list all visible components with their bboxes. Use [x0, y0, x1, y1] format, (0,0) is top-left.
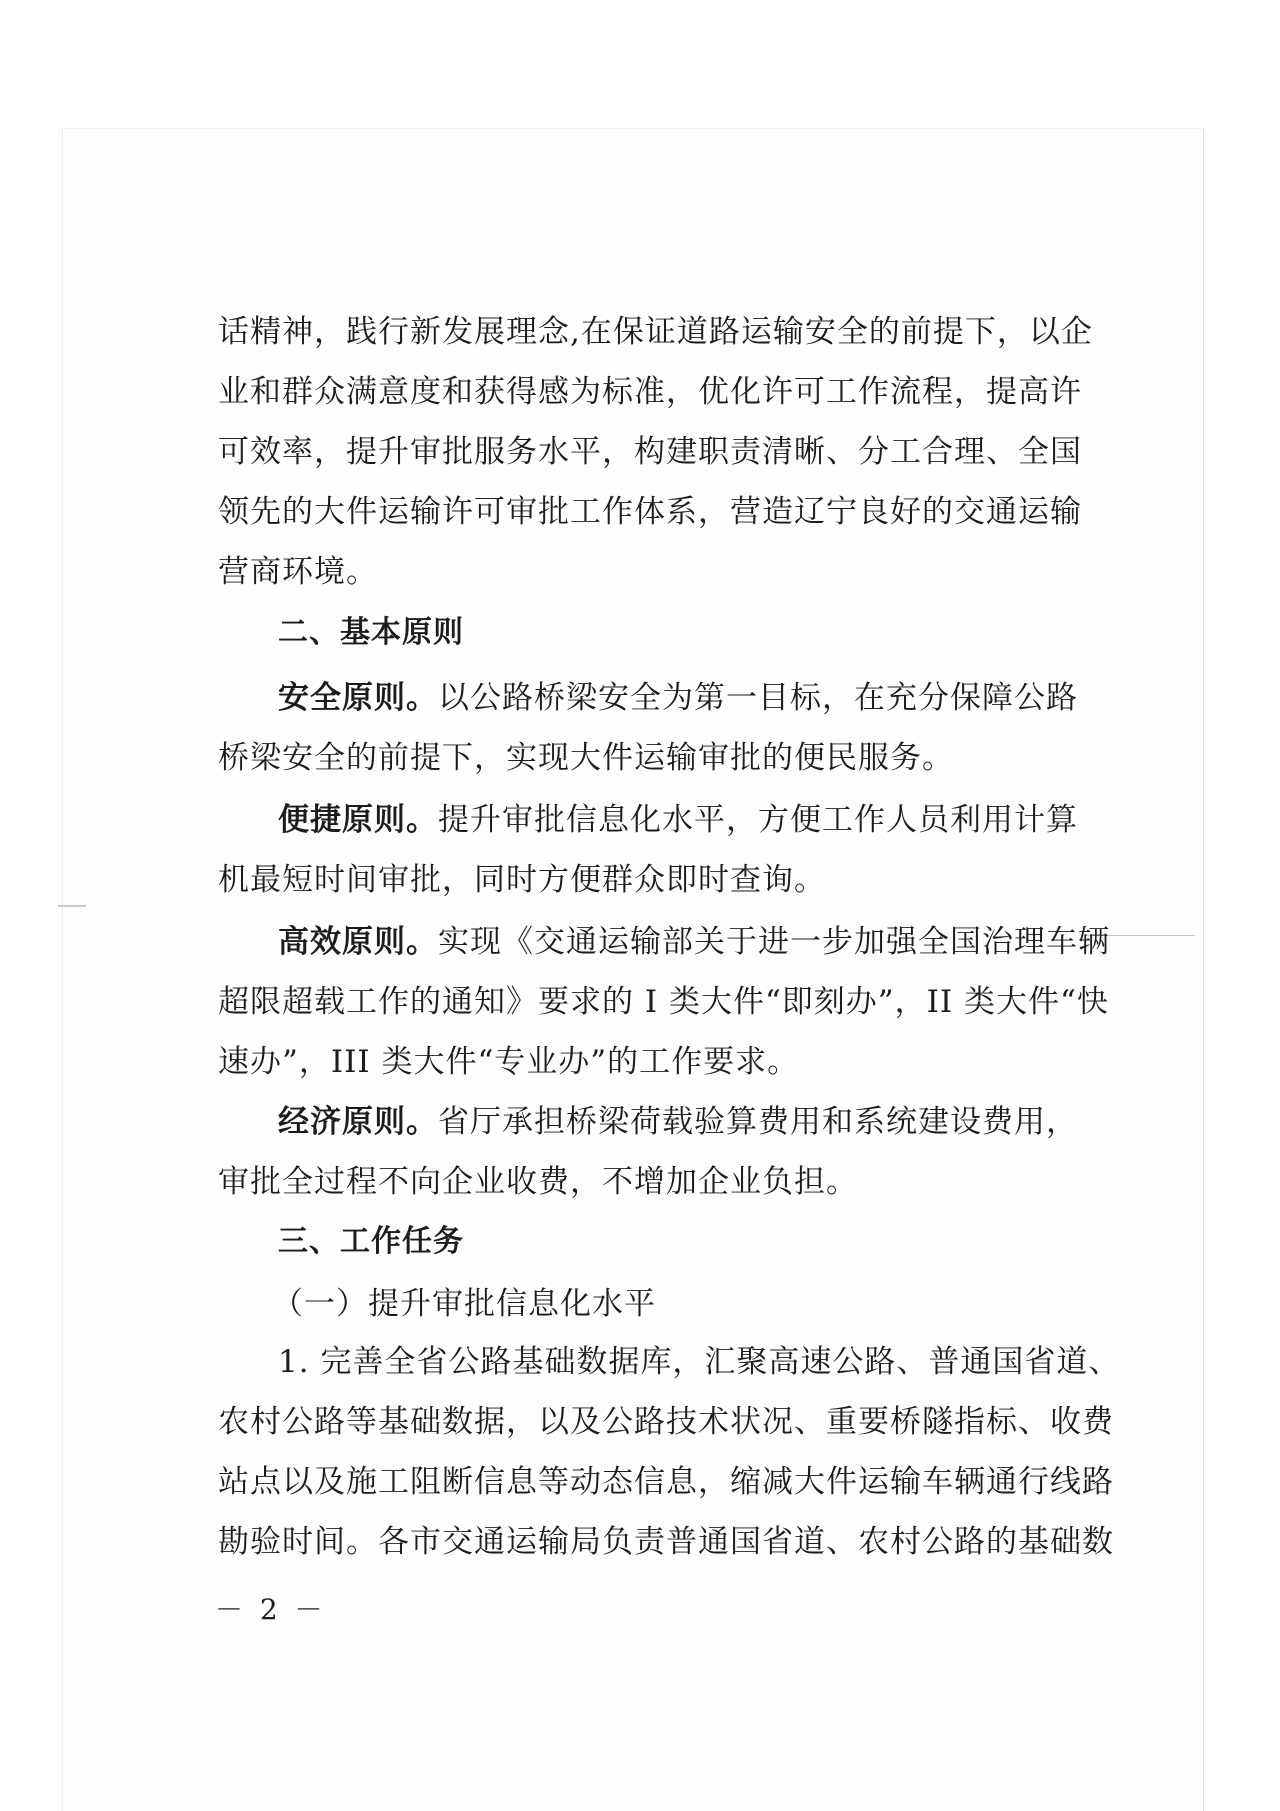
body-text-line: 业和群众满意度和获得感为标准，优化许可工作流程，提高许: [218, 374, 1082, 410]
principle-safety-text: 以公路桥梁安全为第一目标，在充分保障公路: [438, 680, 1078, 716]
body-text-line: 营商环境。: [218, 554, 378, 590]
body-text-line: 审批全过程不向企业收费，不增加企业负担。: [218, 1164, 858, 1200]
body-text-line: 勘验时间。各市交通运输局负责普通国省道、农村公路的基础数: [218, 1524, 1114, 1560]
principle-efficiency-text: 实现《交通运输部关于进一步加强全国治理车辆: [438, 924, 1110, 960]
scan-artifact-left: [58, 905, 86, 907]
section-heading: 三、工作任务: [278, 1224, 464, 1259]
principle-efficiency-line1: [278, 922, 1110, 962]
body-text-line: 超限超载工作的通知》要求的 I 类大件“即刻办”，II 类大件“快: [218, 984, 1109, 1020]
principle-economy-text: 省厅承担桥梁荷载验算费用和系统建设费用，: [438, 1104, 1078, 1140]
principle-convenience-lead: 便捷原则。: [278, 802, 438, 838]
principle-safety-line1: [278, 678, 1078, 718]
body-text-line: 领先的大件运输许可审批工作体系，营造辽宁良好的交通运输: [218, 494, 1082, 530]
principle-convenience-line1: [278, 800, 1078, 840]
page-number: － 2 －: [215, 1593, 327, 1626]
body-text-line: 速办”，III 类大件“专业办”的工作要求。: [218, 1044, 800, 1080]
principle-convenience-text: 提升审批信息化水平，方便工作人员利用计算: [438, 802, 1078, 838]
body-text-line: 桥梁安全的前提下，实现大件运输审批的便民服务。: [218, 740, 954, 776]
body-text-line: 话精神，践行新发展理念,在保证道路运输安全的前提下，以企: [218, 314, 1093, 350]
section-heading: 二、基本原则: [278, 615, 464, 650]
body-text-line: 可效率，提升审批服务水平，构建职责清晰、分工合理、全国: [218, 434, 1082, 470]
subsection-heading: （一）提升审批信息化水平: [272, 1286, 656, 1322]
principle-economy-line1: [278, 1102, 1078, 1142]
principle-economy-lead: 经济原则。: [278, 1104, 438, 1140]
body-text-line: 机最短时间审批，同时方便群众即时查询。: [218, 862, 826, 898]
principle-efficiency-lead: 高效原则。: [278, 924, 438, 960]
principle-safety-lead: 安全原则。: [278, 680, 438, 716]
body-text-line: 站点以及施工阻断信息等动态信息，缩减大件运输车辆通行线路: [218, 1464, 1114, 1500]
body-text-line: 1. 完善全省公路基础数据库，汇聚高速公路、普通国省道、: [278, 1344, 1121, 1380]
body-text-line: 农村公路等基础数据，以及公路技术状况、重要桥隧指标、收费: [218, 1404, 1114, 1440]
